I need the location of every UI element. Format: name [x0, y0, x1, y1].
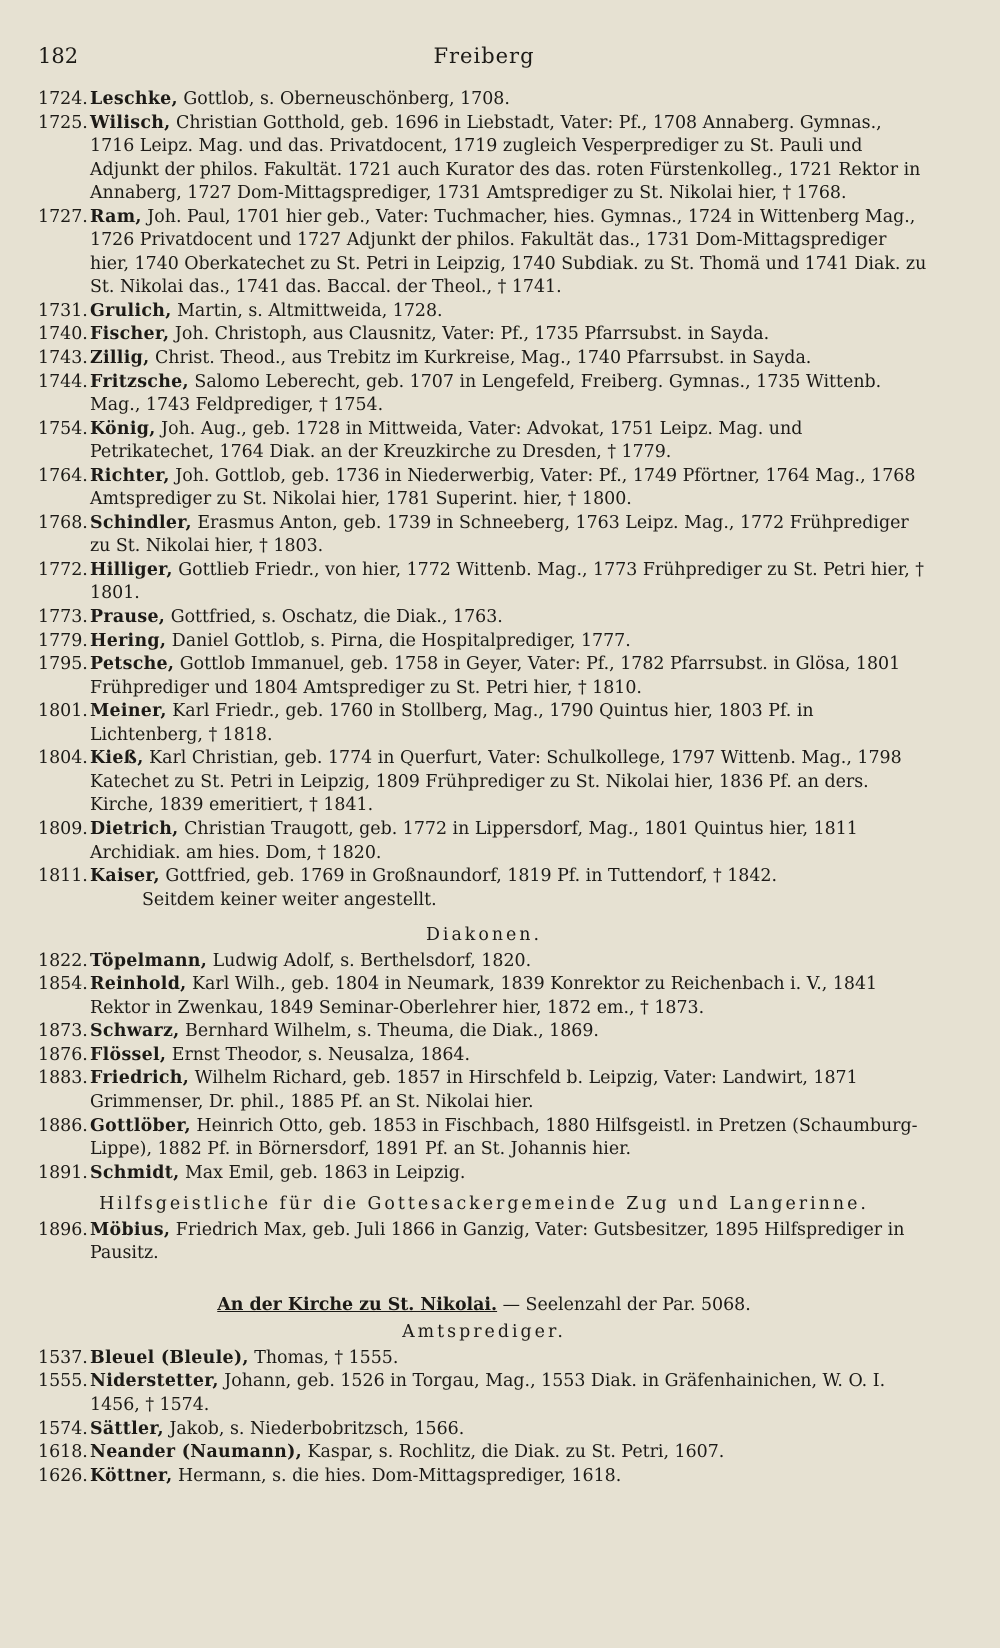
entry-text: Joh. Gottlob, geb. 1736 in Niederwerbig, Vater: Pf., 1749 Pförtner, 1764 Mag., 1768 Amtsprediger zu St. Nikolai hier, 1781 Superint. hier, † 1800.: [90, 465, 916, 510]
entry-name: Prause,: [90, 607, 166, 628]
list-item: [38, 1162, 930, 1186]
entry-text: Jakob, s. Niederbobritzsch, 1566.: [163, 1418, 465, 1439]
entry-text: Karl Friedr., geb. 1760 in Stollberg, Mag., 1790 Quintus hier, 1803 Pf. in Lichtenberg, † 1818.: [90, 701, 814, 745]
entry-name: Köttner,: [90, 1465, 173, 1486]
entry-text: Christ. Theod., aus Trebitz im Kurkreise, Mag., 1740 Pfarrsubst. in Sayda.: [149, 348, 812, 369]
list-item: [38, 865, 930, 912]
list-item: [38, 1370, 930, 1417]
entry-year: 1731.: [38, 300, 88, 321]
entry-name: Schindler,: [90, 512, 192, 533]
entry-text: Christian Gotthold, geb. 1696 in Liebstadt, Vater: Pf., 1708 Annaberg. Gymnas., 1716 Leipz. Mag. und das. Privatdocent, 1719 zugleich Vesperprediger zu St. Pauli und Adjunkt der philos. Fakultät. 1721 auch Kurator des das. roten Fürstenkolleg., 1721 Rektor in Annaberg, 1727 Dom-Mittagsprediger, 1731 Amtsprediger zu St. Nikolai hier, † 1768.: [90, 112, 921, 204]
entry-year: 1740.: [38, 324, 88, 345]
entry-year: 1744.: [38, 371, 88, 392]
entry-name: Leschke,: [90, 89, 178, 109]
entry-year: 1896.: [38, 1219, 88, 1240]
entry-year: 1873.: [38, 1021, 88, 1042]
entry-text: Bernhard Wilhelm, s. Theuma, die Diak., 1869.: [179, 1021, 599, 1042]
entry-name: Zillig,: [90, 348, 150, 369]
entry-text: Hermann, s. die hies. Dom-Mittagsprediger, 1618.: [172, 1465, 622, 1486]
entry-year: 1795.: [38, 654, 88, 675]
entry-name: Bleuel (Bleule),: [90, 1347, 249, 1368]
section-heading-hilfsgeistliche: Hilfsgeistliche für die Gottesackergemeinde Zug und Langerinne.: [99, 1194, 869, 1215]
entry-year: 1804.: [38, 748, 88, 769]
church-parish-count: — Seelenzahl der Par. 5068.: [497, 1294, 751, 1315]
entry-text: Joh. Paul, 1701 hier geb., Vater: Tuchmacher, hies. Gymnas., 1724 in Wittenberg Mag., 1726 Privatdocent und 1727 Adjunkt der philos. Fakultät das., 1731 Dom-Mittagsprediger hier, 1740 Oberkatechet zu St. Petri in Leipzig, 1740 Subdiak. zu St. Thomä und 1741 Diak. zu St. Nikolai das., 1741 das. Baccal. der Theol., † 1741.: [90, 206, 927, 298]
entry-year: 1773.: [38, 607, 88, 628]
list-item: [38, 206, 930, 300]
list-item: [38, 1465, 930, 1489]
entry-name: König,: [90, 418, 156, 439]
entry-name: Grulich,: [90, 300, 172, 321]
entry-year: 1854.: [38, 974, 88, 995]
entry-text: Karl Christian, geb. 1774 in Querfurt, Vater: Schulkollege, 1797 Wittenb. Mag., 1798 Katechet zu St. Petri in Leipzig, 1809 Frühprediger zu St. Nikolai hier, 1836 Pf. an ders. Kirche, 1839 emeritiert, † 1841.: [90, 748, 902, 816]
entry-text: Martin, s. Altmittweida, 1728.: [171, 300, 443, 321]
entry-name: Friedrich,: [90, 1068, 190, 1089]
entry-name: Wilisch,: [90, 112, 171, 133]
entry-name: Neander (Naumann),: [90, 1442, 302, 1463]
entry-name: Dietrich,: [90, 818, 179, 839]
entry-text: Gottfried, geb. 1769 in Großnaundorf, 1819 Pf. in Tuttendorf, † 1842.: [159, 866, 778, 887]
entry-text: Gottlob, s. Oberneuschönberg, 1708.: [177, 89, 510, 109]
list-item: [38, 1219, 930, 1266]
entry-text: Erasmus Anton, geb. 1739 in Schneeberg, 1763 Leipz. Mag., 1772 Frühprediger zu St. Nikolai hier, † 1803.: [90, 512, 909, 557]
list-item: [38, 747, 930, 818]
entry-year: 1727.: [38, 206, 88, 227]
entry-name: Meiner,: [90, 701, 167, 722]
entry-text: Ernst Theodor, s. Neusalza, 1864.: [166, 1044, 470, 1065]
entry-list-hilfsgeistliche: [38, 1219, 930, 1266]
list-item: [38, 1044, 930, 1068]
list-item: [38, 700, 930, 747]
entry-text: Heinrich Otto, geb. 1853 in Fischbach, 1880 Hilfsgeistl. in Pretzen (Schaumburg-Lippe), 1882 Pf. in Börnersdorf, 1891 Pf. an St. Johannis hier.: [90, 1115, 918, 1160]
entry-year: 1811.: [38, 866, 88, 887]
entry-year: 1724.: [38, 89, 88, 109]
list-item: [38, 347, 930, 371]
entry-year: 1626.: [38, 1465, 88, 1486]
section-heading-amtsprediger: Amtsprediger.: [402, 1322, 566, 1343]
entry-year: 1779.: [38, 630, 88, 651]
list-item: [38, 1418, 930, 1442]
entry-name: Kaiser,: [90, 866, 160, 887]
entry-text: Wilhelm Richard, geb. 1857 in Hirschfeld b. Leipzig, Vater: Landwirt, 1871 Grimmenser, Dr. phil., 1885 Pf. an St. Nikolai hier.: [90, 1068, 858, 1112]
entry-year: 1764.: [38, 465, 88, 486]
list-item: [38, 973, 930, 1020]
entry-text: Salomo Leberecht, geb. 1707 in Lengefeld, Freiberg. Gymnas., 1735 Wittenb. Mag., 1743 Feldprediger, † 1754.: [90, 371, 882, 416]
entry-name: Reinhold,: [90, 974, 187, 995]
list-item: [38, 465, 930, 512]
entry-text: Friedrich Max, geb. Juli 1866 in Ganzig, Vater: Gutsbesitzer, 1895 Hilfsprediger in Pausitz.: [90, 1219, 905, 1264]
list-item: [38, 512, 930, 559]
entry-name: Kieß,: [90, 748, 144, 769]
page-title: Freiberg: [433, 44, 535, 68]
list-item: [38, 1441, 930, 1465]
entry-name: Ram,: [90, 206, 142, 227]
entry-text: Gottlieb Friedr., von hier, 1772 Wittenb. Mag., 1773 Frühprediger zu St. Petri hier, † 1801.: [90, 559, 924, 604]
entry-year: 1886.: [38, 1115, 88, 1136]
entry-year: 1891.: [38, 1162, 88, 1183]
entry-name: Möbius,: [90, 1219, 171, 1240]
entry-year: 1574.: [38, 1418, 88, 1439]
entry-year: 1809.: [38, 818, 88, 839]
entry-text: Ludwig Adolf, s. Berthelsdorf, 1820.: [207, 950, 532, 971]
list-item: [38, 300, 930, 324]
list-item: [38, 818, 930, 865]
entry-name: Fischer,: [90, 324, 170, 345]
section-heading-diakonen: Diakonen.: [425, 925, 543, 946]
entry-year: 1618.: [38, 1442, 88, 1463]
church-heading: [38, 1294, 930, 1318]
entry-name: Fritzsche,: [90, 371, 189, 392]
entry-year: 1537.: [38, 1347, 88, 1368]
entry-list-diakonen: [38, 950, 930, 1185]
entry-name: Gottlöber,: [90, 1115, 191, 1136]
entry-year: 1754.: [38, 418, 88, 439]
entry-text: Johann, geb. 1526 in Torgau, Mag., 1553 Diak. in Gräfenhainichen, W. O. I. 1456, † 1574.: [90, 1371, 886, 1415]
entry-list-main: [38, 88, 930, 912]
list-item: [38, 559, 930, 606]
entry-year: 1768.: [38, 512, 88, 533]
entry-text: Gottlob Immanuel, geb. 1758 in Geyer, Vater: Pf., 1782 Pfarrsubst. in Glösa, 1801 Frühprediger und 1804 Amtsprediger zu St. Petri hier, † 1810.: [90, 654, 901, 698]
entry-name: Schwarz,: [90, 1021, 180, 1042]
entry-year: 1772.: [38, 559, 88, 580]
list-item: [38, 606, 930, 630]
entry-text: Joh. Aug., geb. 1728 in Mittweida, Vater: Advokat, 1751 Leipz. Mag. und Petrikatechet, 1764 Diak. an der Kreuzkirche zu Dresden, † 1779.: [90, 418, 803, 463]
entry-text: Christian Traugott, geb. 1772 in Lippersdorf, Mag., 1801 Quintus hier, 1811 Archidiak. am hies. Dom, † 1820.: [90, 818, 858, 863]
entry-text: Gottfried, s. Oschatz, die Diak., 1763.: [165, 607, 503, 628]
list-item: [38, 1067, 930, 1114]
list-item: [38, 1347, 930, 1371]
entry-name: Hilliger,: [90, 559, 173, 580]
entry-name: Hering,: [90, 630, 167, 651]
entry-year: 1743.: [38, 348, 88, 369]
list-item: [38, 950, 930, 974]
entry-text: Thomas, † 1555.: [248, 1347, 399, 1368]
list-item: [38, 1020, 930, 1044]
list-item: [38, 112, 930, 206]
entry-year: 1822.: [38, 950, 88, 971]
list-item: [38, 371, 930, 418]
list-item: [38, 88, 930, 112]
entry-year: 1876.: [38, 1044, 88, 1065]
entry-name: Schmidt,: [90, 1162, 180, 1183]
entry-year: 1725.: [38, 112, 88, 133]
entry-name: Flössel,: [90, 1044, 167, 1065]
entry-name: Petsche,: [90, 654, 175, 675]
entry-name: Richter,: [90, 465, 170, 486]
entry-text: Max Emil, geb. 1863 in Leipzig.: [179, 1162, 466, 1183]
list-item: [38, 418, 930, 465]
list-item: [38, 1115, 930, 1162]
list-item: [38, 653, 930, 700]
list-item: [38, 630, 930, 654]
entry-text: Joh. Christoph, aus Clausnitz, Vater: Pf., 1735 Pfarrsubst. in Sayda.: [169, 324, 770, 345]
entry-year: 1801.: [38, 701, 88, 722]
entry-text: Kaspar, s. Rochlitz, die Diak. zu St. Petri, 1607.: [302, 1442, 725, 1463]
entry-year: 1555.: [38, 1371, 88, 1392]
entry-trailer: Seitdem keiner weiter angestellt.: [142, 889, 437, 910]
entry-name: Sättler,: [90, 1418, 164, 1439]
entry-text: Karl Wilh., geb. 1804 in Neumark, 1839 Konrektor zu Reichenbach i. V., 1841 Rektor in Zwenkau, 1849 Seminar-Oberlehrer hier, 1872 em., † 1873.: [90, 974, 878, 1018]
entry-name: Töpelmann,: [90, 950, 208, 971]
entry-name: Niderstetter,: [90, 1371, 219, 1392]
church-name: An der Kirche zu St. Nikolai.: [217, 1294, 498, 1315]
page-number: 182: [38, 44, 79, 68]
list-item: [38, 323, 930, 347]
entry-list-amtsprediger: [38, 1347, 930, 1488]
running-head: [38, 36, 930, 88]
entry-text: Daniel Gottlob, s. Pirna, die Hospitalprediger, 1777.: [166, 630, 631, 651]
entry-year: 1883.: [38, 1068, 88, 1089]
